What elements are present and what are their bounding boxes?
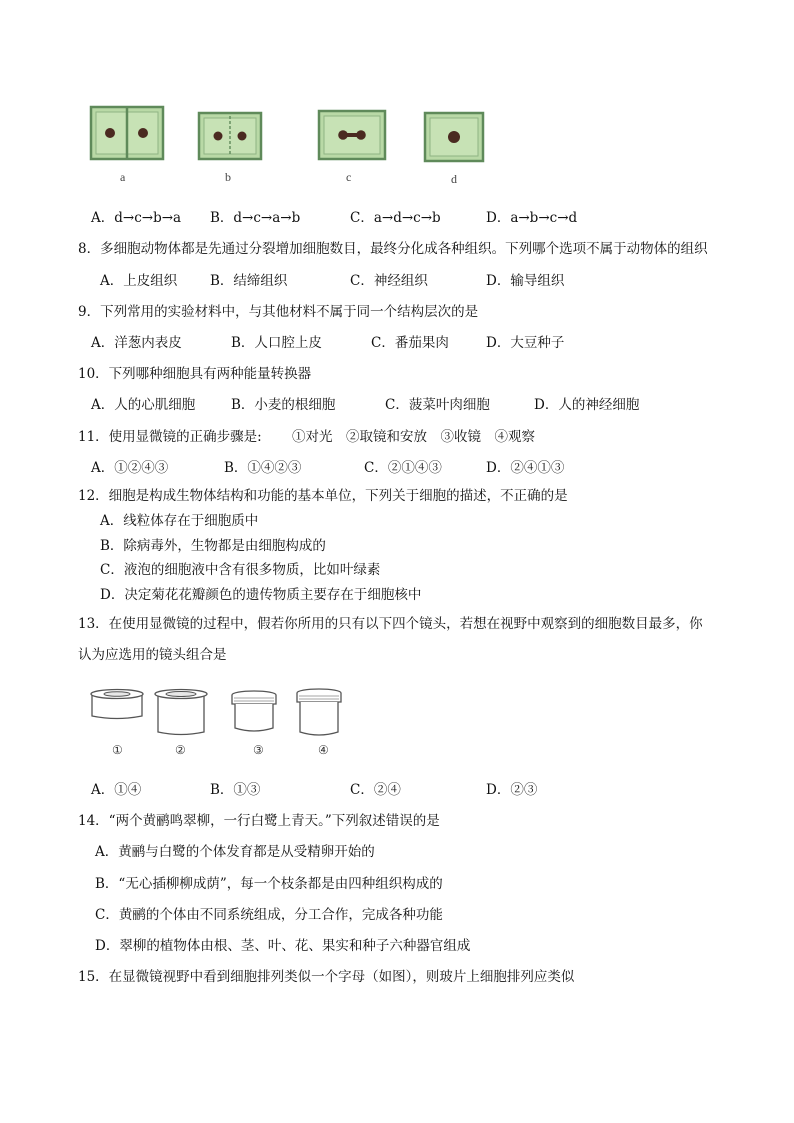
q11-option-b[interactable]: B．①④②③	[224, 460, 302, 476]
q9-option-c[interactable]: C．番茄果肉	[371, 335, 449, 351]
q13-stem-line2: 认为应选用的镜头组合是	[78, 647, 227, 663]
q11-option-d[interactable]: D．②④①③	[486, 460, 565, 476]
q14-option-b[interactable]: B．“无心插柳柳成荫”，每一个枝条都是由四种组织构成的	[95, 876, 443, 892]
q7-option-c[interactable]: C．a→d→c→b	[350, 210, 441, 226]
q12-stem: 12．细胞是构成生物体结构和功能的基本单位，下列关于细胞的描述，不正确的是	[78, 488, 568, 504]
q9-stem: 9．下列常用的实验材料中，与其他材料不属于同一个结构层次的是	[78, 304, 479, 320]
q11-stem: 11．使用显微镜的正确步骤是:	[78, 429, 262, 445]
q7-option-b[interactable]: B．d→c→a→b	[210, 210, 301, 226]
q8-option-c[interactable]: C．神经组织	[350, 273, 428, 289]
q14-option-d[interactable]: D．翠柳的植物体由根、茎、叶、花、果实和种子六种器官组成	[95, 938, 471, 954]
q8-option-a[interactable]: A．上皮组织	[100, 273, 178, 289]
q11-option-c[interactable]: C．②①④③	[364, 460, 442, 476]
q11-steps: ①对光 ②取镜和安放 ③收镜 ④观察	[292, 429, 535, 445]
lens-label-2: ②	[175, 743, 186, 757]
q12-option-d[interactable]: D．决定菊花花瓣颜色的遗传物质主要存在于细胞核中	[100, 587, 422, 603]
figure-label-a: a	[120, 170, 126, 184]
q13-option-d[interactable]: D．②③	[486, 782, 538, 798]
q7-option-d[interactable]: D．a→b→c→d	[486, 210, 578, 226]
q14-option-a[interactable]: A．黄鹂与白鹭的个体发育都是从受精卵开始的	[95, 844, 375, 860]
figure-label-c: c	[346, 170, 352, 184]
q12-option-a[interactable]: A．线粒体存在于细胞质中	[100, 513, 259, 529]
q14-stem: 14．“两个黄鹂鸣翠柳，一行白鹭上青天。”下列叙述错误的是	[78, 813, 440, 829]
q9-option-d[interactable]: D．大豆种子	[486, 335, 565, 351]
q8-stem: 8．多细胞动物体都是先通过分裂增加细胞数目，最终分化成各种组织。下列哪个选项不属于动物体的组织	[78, 241, 708, 257]
q13-option-a[interactable]: A．①④	[91, 782, 142, 798]
figure-label-d: d	[451, 172, 457, 186]
figure-label-b: b	[225, 170, 231, 184]
cell-figure-a	[88, 104, 166, 162]
cell-figure-d	[422, 110, 486, 164]
q9-option-b[interactable]: B．人口腔上皮	[231, 335, 322, 351]
lens-1-icon	[88, 686, 146, 722]
lens-3-icon	[228, 688, 280, 738]
cell-figure-b	[196, 110, 264, 162]
q10-option-d[interactable]: D．人的神经细胞	[534, 397, 640, 413]
lens-2-icon	[152, 686, 210, 738]
q13-option-b[interactable]: B．①③	[210, 782, 261, 798]
q13-option-c[interactable]: C．②④	[350, 782, 401, 798]
q10-option-b[interactable]: B．小麦的根细胞	[231, 397, 336, 413]
lens-label-4: ④	[318, 743, 329, 757]
q10-stem: 10．下列哪种细胞具有两种能量转换器	[78, 366, 312, 382]
q12-option-b[interactable]: B．除病毒外，生物都是由细胞构成的	[100, 538, 326, 554]
q11-option-a[interactable]: A．①②④③	[91, 460, 169, 476]
q8-option-d[interactable]: D．输导组织	[486, 273, 565, 289]
q9-option-a[interactable]: A．洋葱内表皮	[91, 335, 182, 351]
q12-option-c[interactable]: C．液泡的细胞液中含有很多物质，比如叶绿素	[100, 562, 381, 578]
q10-option-a[interactable]: A．人的心肌细胞	[91, 397, 196, 413]
lens-4-icon	[293, 686, 345, 740]
lens-label-3: ③	[253, 743, 264, 757]
q13-stem-line1: 13．在使用显微镜的过程中，假若你所用的只有以下四个镜头，若想在视野中观察到的细胞数目最多，你	[78, 616, 703, 632]
cell-figure-c	[316, 108, 388, 162]
q10-option-c[interactable]: C．菠菜叶肉细胞	[385, 397, 490, 413]
q7-option-a[interactable]: A．d→c→b→a	[91, 210, 182, 226]
q8-option-b[interactable]: B．结缔组织	[210, 273, 288, 289]
q14-option-c[interactable]: C．黄鹂的个体由不同系统组成，分工合作，完成各种功能	[95, 907, 443, 923]
q15-stem: 15．在显微镜视野中看到细胞排列类似一个字母（如图），则玻片上细胞排列应类似	[78, 969, 575, 985]
lens-label-1: ①	[112, 743, 123, 757]
